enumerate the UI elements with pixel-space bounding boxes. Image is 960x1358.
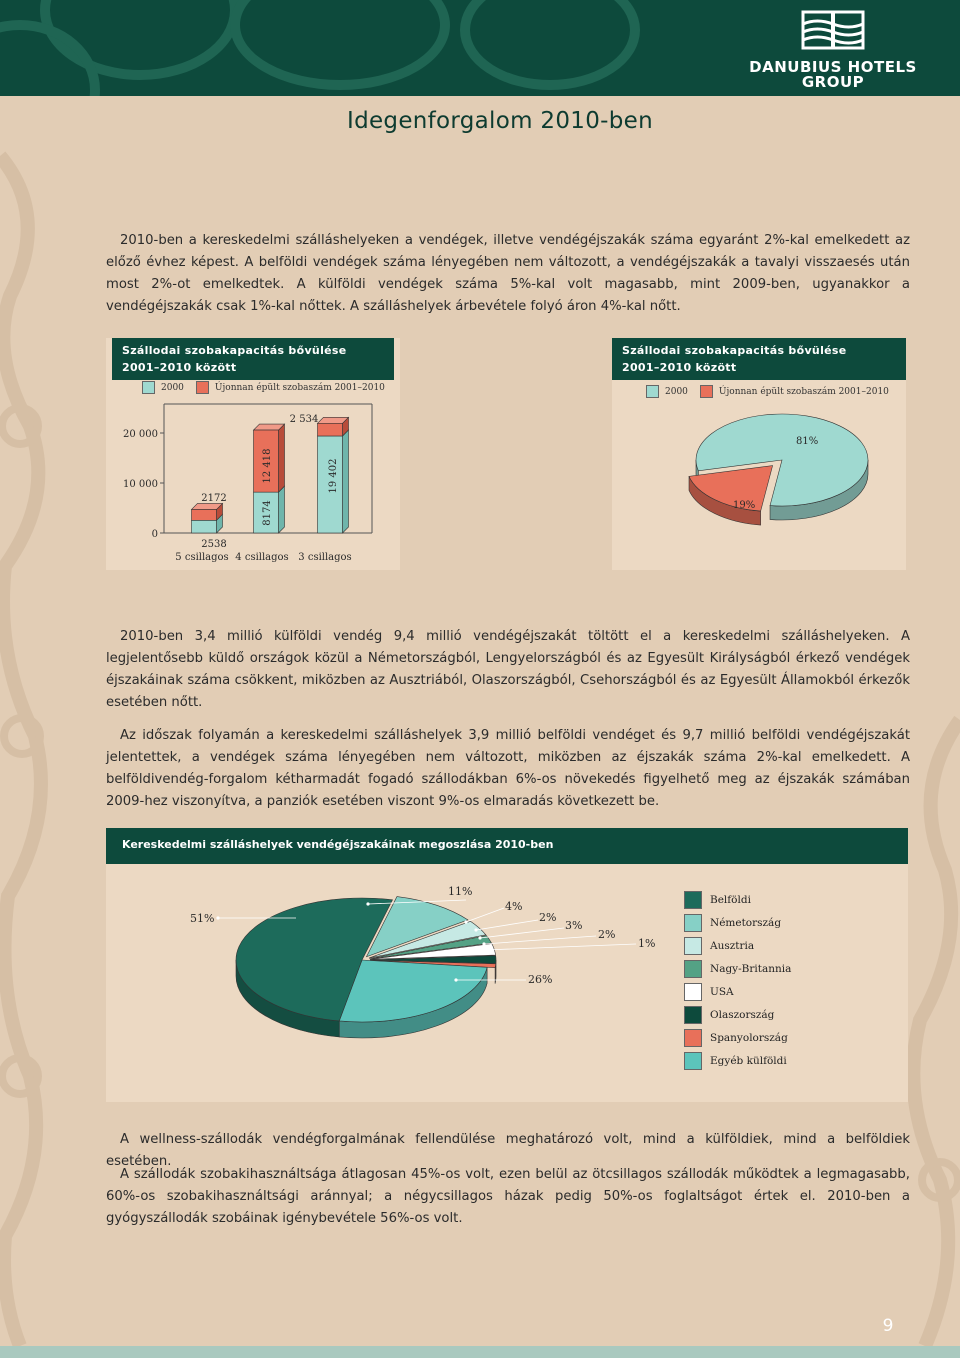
legend-label: Belföldi [710, 893, 751, 906]
legend-swatch-new [700, 385, 713, 398]
bar-value-label: 2538 [201, 539, 227, 550]
chart-title-line2: 2001–2010 között [622, 361, 737, 374]
legend-label: Egyéb külföldi [710, 1054, 787, 1067]
legend-item [684, 1049, 791, 1072]
bar-new [318, 423, 343, 436]
bar-new [192, 509, 217, 520]
bar-2000 [192, 520, 217, 533]
pie-label: 2% [539, 911, 557, 924]
pie-leader-line [484, 936, 596, 944]
legend-label: Nagy-Britannia [710, 962, 792, 975]
pie-label: 4% [505, 900, 523, 913]
left-ornament [0, 96, 60, 1346]
bar-side-new [279, 424, 285, 492]
legend-swatch-2000 [646, 385, 659, 398]
legend-item [684, 888, 791, 911]
legend-swatch [684, 1006, 702, 1024]
legend-swatch [684, 983, 702, 1001]
paragraph-text: A wellness-szállodák vendégforgalmának fellendülése meghatározó volt, mind a külföldiek, mind a belföldiek esetében. [106, 1132, 910, 1169]
page-title: Idegenforgalom 2010-ben [346, 108, 653, 134]
bar-side-2000 [343, 430, 349, 533]
legend-swatch-new [196, 381, 209, 394]
y-tick-label: 20 000 [123, 429, 158, 440]
paragraph-occupancy [106, 1164, 910, 1230]
bar-value-label: 12 418 [262, 448, 273, 484]
page-number: 9 [882, 1316, 894, 1336]
header-banner [0, 0, 960, 96]
pie-label: 3% [565, 919, 583, 932]
pie-label: 11% [448, 885, 473, 898]
bar-chart-legend [142, 381, 385, 394]
category-label: 3 csillagos [298, 552, 352, 563]
paragraph-text: 2010-ben 3,4 millió külföldi vendég 9,4 millió vendégéjszakát töltött el a kereskedelmi szálláshelyeken. A legjelentősebb küldő országok közül a Németországból, Lengyelországból és az Egyesült Királyságból érkező vendégek éjszakáinak száma csökkent, miközben az Ausztriából, Olaszországból, Csehországból és az Egyesült Államokból érkezők esetében nőtt. [106, 629, 910, 710]
logo-mark-icon [801, 10, 865, 50]
pie-label: 26% [528, 973, 553, 986]
category-label: 5 csillagos [175, 552, 229, 563]
pie-label: 1% [638, 937, 656, 950]
legend-item [684, 1026, 791, 1049]
legend-item [684, 1003, 791, 1026]
legend-item [684, 934, 791, 957]
legend-swatch [684, 1029, 702, 1047]
pie-chart-legend [646, 385, 889, 398]
legend-label: Olaszország [710, 1008, 775, 1021]
chart-title-line2: 2001–2010 között [122, 361, 237, 374]
legend-swatch [684, 1052, 702, 1070]
legend-item [684, 911, 791, 934]
danubius-logo [728, 10, 938, 90]
pie-chart-title [612, 338, 906, 380]
pie-label: 81% [796, 436, 819, 447]
legend-item [684, 980, 791, 1003]
legend-label: 2000 [161, 382, 184, 393]
legend-item [684, 957, 791, 980]
paragraph-text: A szállodák szobakihasználtsága átlagosan 45%-os volt, ezen belül az ötcsillagos szállodák működtek a legmagasabb, 60%-os szobakihasználtsági aránnyal; a négycsillagos házak pedig 50%-os foglaltságot értek el. 2010-ben a gyógyszállodák szobáinak igénybevétele 56%-os volt. [106, 1167, 910, 1226]
pie-chart-capacity [612, 400, 906, 570]
chart-title-line1: Szállodai szobakapacitás bővülése [122, 344, 347, 357]
pie-label: 51% [190, 912, 215, 925]
pie-leader-dot [484, 948, 487, 951]
pie-leader-dot [366, 902, 369, 905]
pie-leader-line [476, 920, 538, 930]
bar-side-2000 [279, 486, 285, 533]
legend-swatch [684, 891, 702, 909]
intro-paragraph [106, 230, 910, 318]
guest-nights-pie-chart [106, 864, 676, 1102]
legend-label: Spanyolország [710, 1031, 788, 1044]
paragraph-foreign [106, 626, 910, 714]
bar-value-label: 2 534 [289, 414, 319, 425]
chart-title-line1: Szállodai szobakapacitás bővülése [622, 344, 847, 357]
bar-value-label: 2172 [201, 493, 227, 504]
legend-label: Ausztria [710, 939, 755, 952]
bar-chart-title [112, 338, 394, 380]
paragraph-text: Az időszak folyamán a kereskedelmi szálláshelyek 3,9 millió belföldi vendéget és 9,7 millió belföldi vendégéjszakát jelentettek, a vendégek száma lényegében nem változott, miközben az éjszakák száma 2%-kal emelkedett. A belföldivendég-forgalom kétharmadát fogadó szállodákban 6%-os növekedés figyelhető meg az éjszakák számában 2009-hez viszonyítva, a panziók esetében viszont 9%-os elmaradás következett be. [106, 728, 910, 809]
pie2-slice [339, 960, 487, 1022]
legend-swatch [684, 960, 702, 978]
legend-label: 2000 [665, 386, 688, 397]
paragraph-domestic [106, 725, 910, 813]
header-ornament [230, 0, 450, 90]
footer-bar [0, 1346, 960, 1358]
legend-label: Újonnan épült szobaszám 2001–2010 [718, 386, 889, 397]
brand-group: GROUP [801, 73, 865, 91]
category-label: 4 csillagos [235, 552, 289, 563]
guest-nights-legend [684, 888, 791, 1072]
pie-leader-line [486, 944, 636, 950]
pie-leader-dot [464, 920, 467, 923]
legend-swatch [684, 937, 702, 955]
pie-leader-dot [482, 942, 485, 945]
legend-label: Németország [710, 916, 782, 929]
pie-leader-line [480, 928, 564, 938]
pie-label: 19% [733, 500, 756, 511]
pie-leader-dot [478, 936, 481, 939]
y-tick-label: 10 000 [123, 479, 158, 490]
bar-value-label: 8174 [262, 500, 273, 526]
pie-label: 2% [598, 928, 616, 941]
brand-name: DANUBIUS HOTELS [749, 58, 917, 76]
pie-leader-line [466, 908, 504, 922]
pie-leader-dot [216, 916, 219, 919]
pie-leader-dot [454, 978, 457, 981]
header-ornament [460, 0, 640, 90]
legend-label: Újonnan épült szobaszám 2001–2010 [214, 382, 385, 393]
legend-swatch [684, 914, 702, 932]
pie-leader-dot [474, 928, 477, 931]
guest-nights-chart-title: Kereskedelmi szálláshelyek vendégéjszakáinak megoszlása 2010-ben [106, 828, 908, 864]
legend-label: USA [710, 985, 734, 998]
paragraph-text: 2010-ben a kereskedelmi szálláshelyeken a vendégek, illetve vendégéjszakák száma egyaránt 2%-kal emelkedett az előző évhez képest. A belföldi vendégek száma lényegében nem változott, a vendégéjszakák a tavalyi visszaesés után most 2%-ot emelkedtek. A külföldi vendégek száma 5%-kal volt magasabb, mint 2009-ben, ugyanakkor a vendégéjszakák csak 1%-kal nőttek. A szálláshelyek árbevétele folyó áron 4%-kal nőtt. [106, 233, 910, 314]
bar-value-label: 19 402 [328, 458, 339, 494]
legend-swatch-2000 [142, 381, 155, 394]
bar-chart [106, 400, 400, 570]
y-tick-label: 0 [151, 529, 158, 540]
